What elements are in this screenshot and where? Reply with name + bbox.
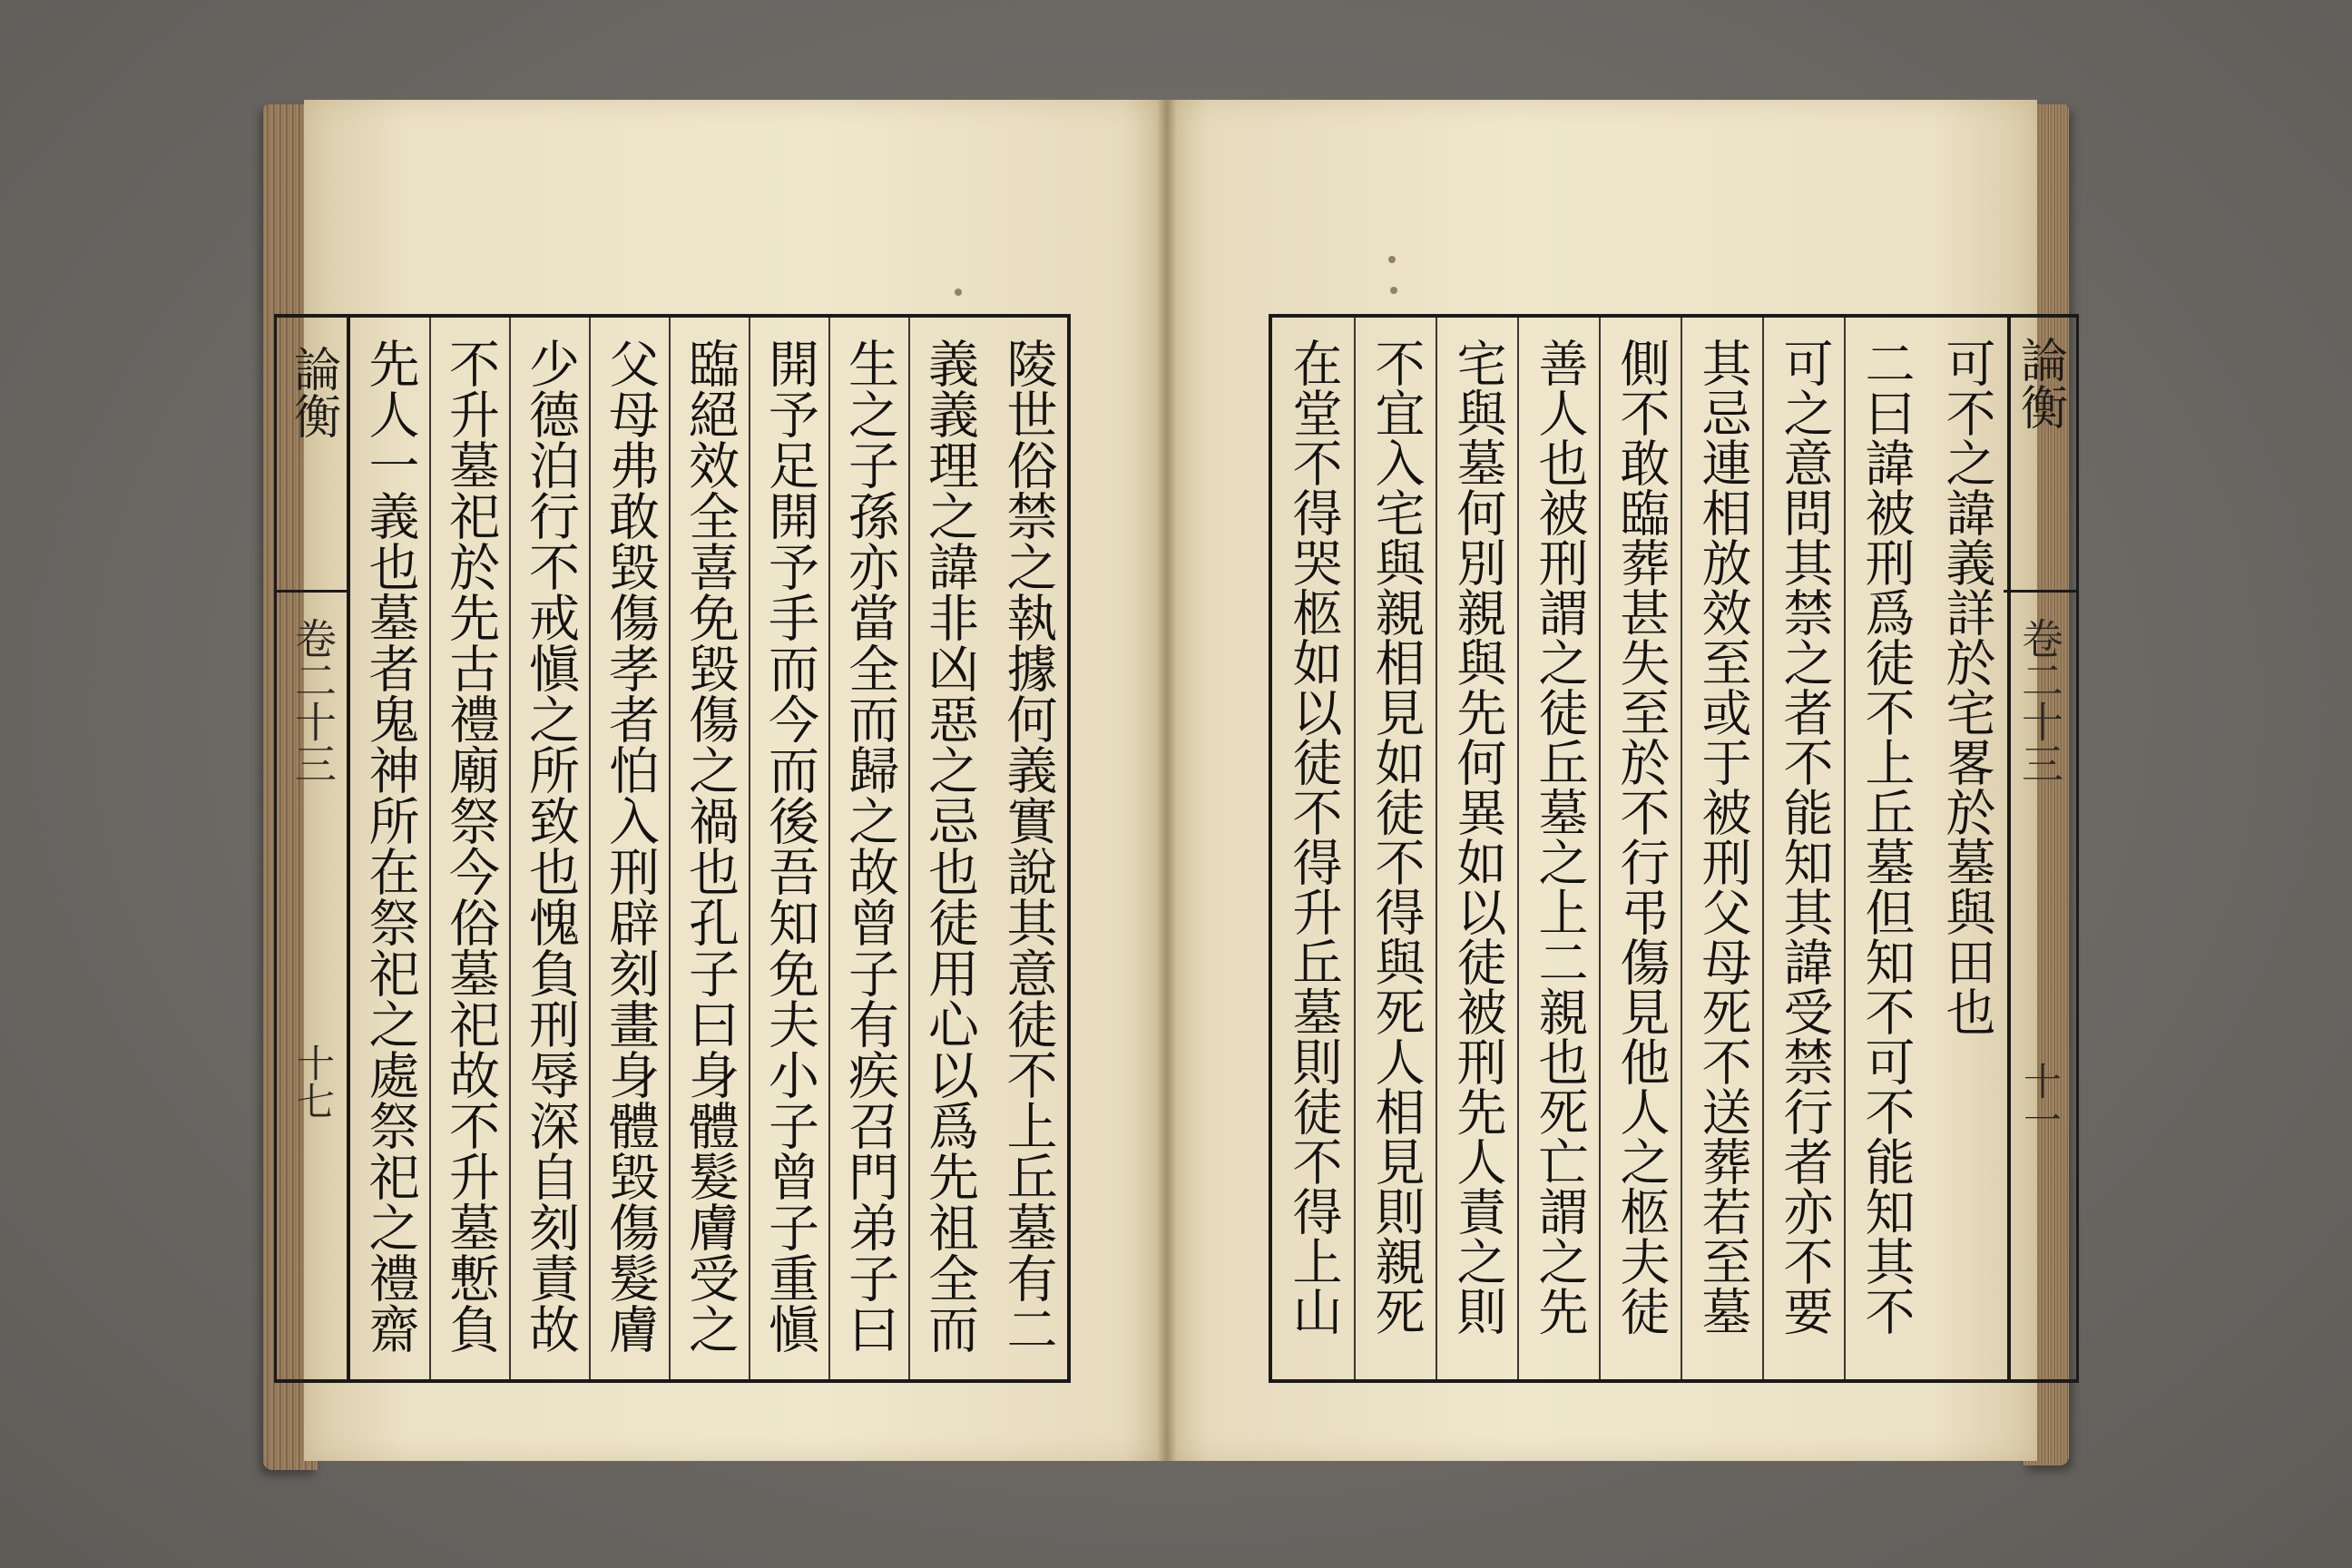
text-column	[908, 318, 988, 1379]
column-text: 可不之諱義詳於宅畧於墓與田也	[1937, 338, 1996, 1036]
column-text: 不宜入宅與親相見如徒不得與死人相見則親死	[1367, 338, 1426, 1336]
column-text: 生之子孫亦當全而歸之故曾子有疾召門弟子曰	[840, 338, 899, 1354]
fold-title: 論衡	[285, 345, 340, 439]
paper-spot	[1388, 256, 1396, 263]
right-fold-margin	[2004, 314, 2079, 1383]
left-fold-margin	[274, 314, 349, 1383]
text-column	[1436, 318, 1517, 1379]
gutter-shadow	[1157, 100, 1177, 1461]
column-text: 少德泊行不戒愼之所致也愧負刑辱深自刻責故	[521, 338, 580, 1354]
text-column	[1517, 318, 1599, 1379]
column-text: 開予足開予手而今而後吾知免夫小子曾子重愼	[760, 338, 819, 1354]
text-column	[1926, 318, 2007, 1379]
column-text: 臨絕效全喜免毀傷之禍也孔子曰身體髮膚受之	[681, 338, 740, 1354]
column-text: 善人也被刑謂之徒丘墓之上二親也死亡謂之先	[1530, 338, 1589, 1336]
column-text: 二曰諱被刑爲徒不上丘墓但知不可不能知其不	[1857, 338, 1916, 1336]
column-text: 其忌連相放效至或于被刑父母死不送葬若至墓	[1693, 338, 1752, 1336]
text-column	[1354, 318, 1436, 1379]
left-text-frame	[347, 314, 1071, 1383]
column-text: 在堂不得哭柩如以徒不得升丘墓則徒不得上山	[1284, 338, 1343, 1336]
fold-volume: 卷二十三	[289, 617, 338, 784]
column-text: 可之意問其禁之者不能知其諱受禁行者亦不要	[1775, 338, 1834, 1336]
column-text: 父母弗敢毀傷孝者怕入刑辟刻畫身體毀傷髮膚	[601, 338, 660, 1354]
column-text: 側不敢臨葬甚失至於不行弔傷見他人之柩夫徒	[1612, 338, 1671, 1336]
column-text: 先人一義也墓者鬼神所在祭祀之處祭祀之禮齋	[360, 338, 420, 1354]
fold-volume: 卷二十三	[2015, 617, 2064, 784]
text-column	[1272, 318, 1354, 1379]
fold-title: 論衡	[2012, 336, 2067, 430]
right-text-frame	[1269, 314, 2011, 1383]
fish-tail-mark	[277, 590, 349, 593]
column-text: 陵世俗禁之執據何義實說其意徒不上丘墓有二	[998, 338, 1058, 1354]
text-column	[1599, 318, 1681, 1379]
fold-page-number: 十七	[291, 1044, 336, 1120]
text-column	[1762, 318, 1844, 1379]
text-column	[589, 318, 669, 1379]
text-column	[749, 318, 828, 1379]
text-column	[669, 318, 749, 1379]
text-column	[350, 318, 429, 1379]
text-column	[1681, 318, 1762, 1379]
fish-tail-mark	[2004, 590, 2076, 593]
text-column	[1844, 318, 1926, 1379]
text-column	[429, 318, 509, 1379]
paper-spot	[1390, 287, 1397, 294]
column-text: 不升墓祀於先古禮廟祭今俗墓祀故不升墓慙負	[441, 338, 500, 1354]
text-column	[509, 318, 589, 1379]
text-column	[828, 318, 908, 1379]
column-text: 義義理之諱非凶惡之忌也徒用心以爲先祖全而	[920, 338, 979, 1354]
text-column	[988, 318, 1067, 1379]
fold-page-number: 十一	[2018, 1062, 2063, 1138]
paper-spot	[955, 289, 962, 296]
column-text: 宅與墓何別親與先何異如以徒被刑先人責之則	[1448, 338, 1507, 1336]
